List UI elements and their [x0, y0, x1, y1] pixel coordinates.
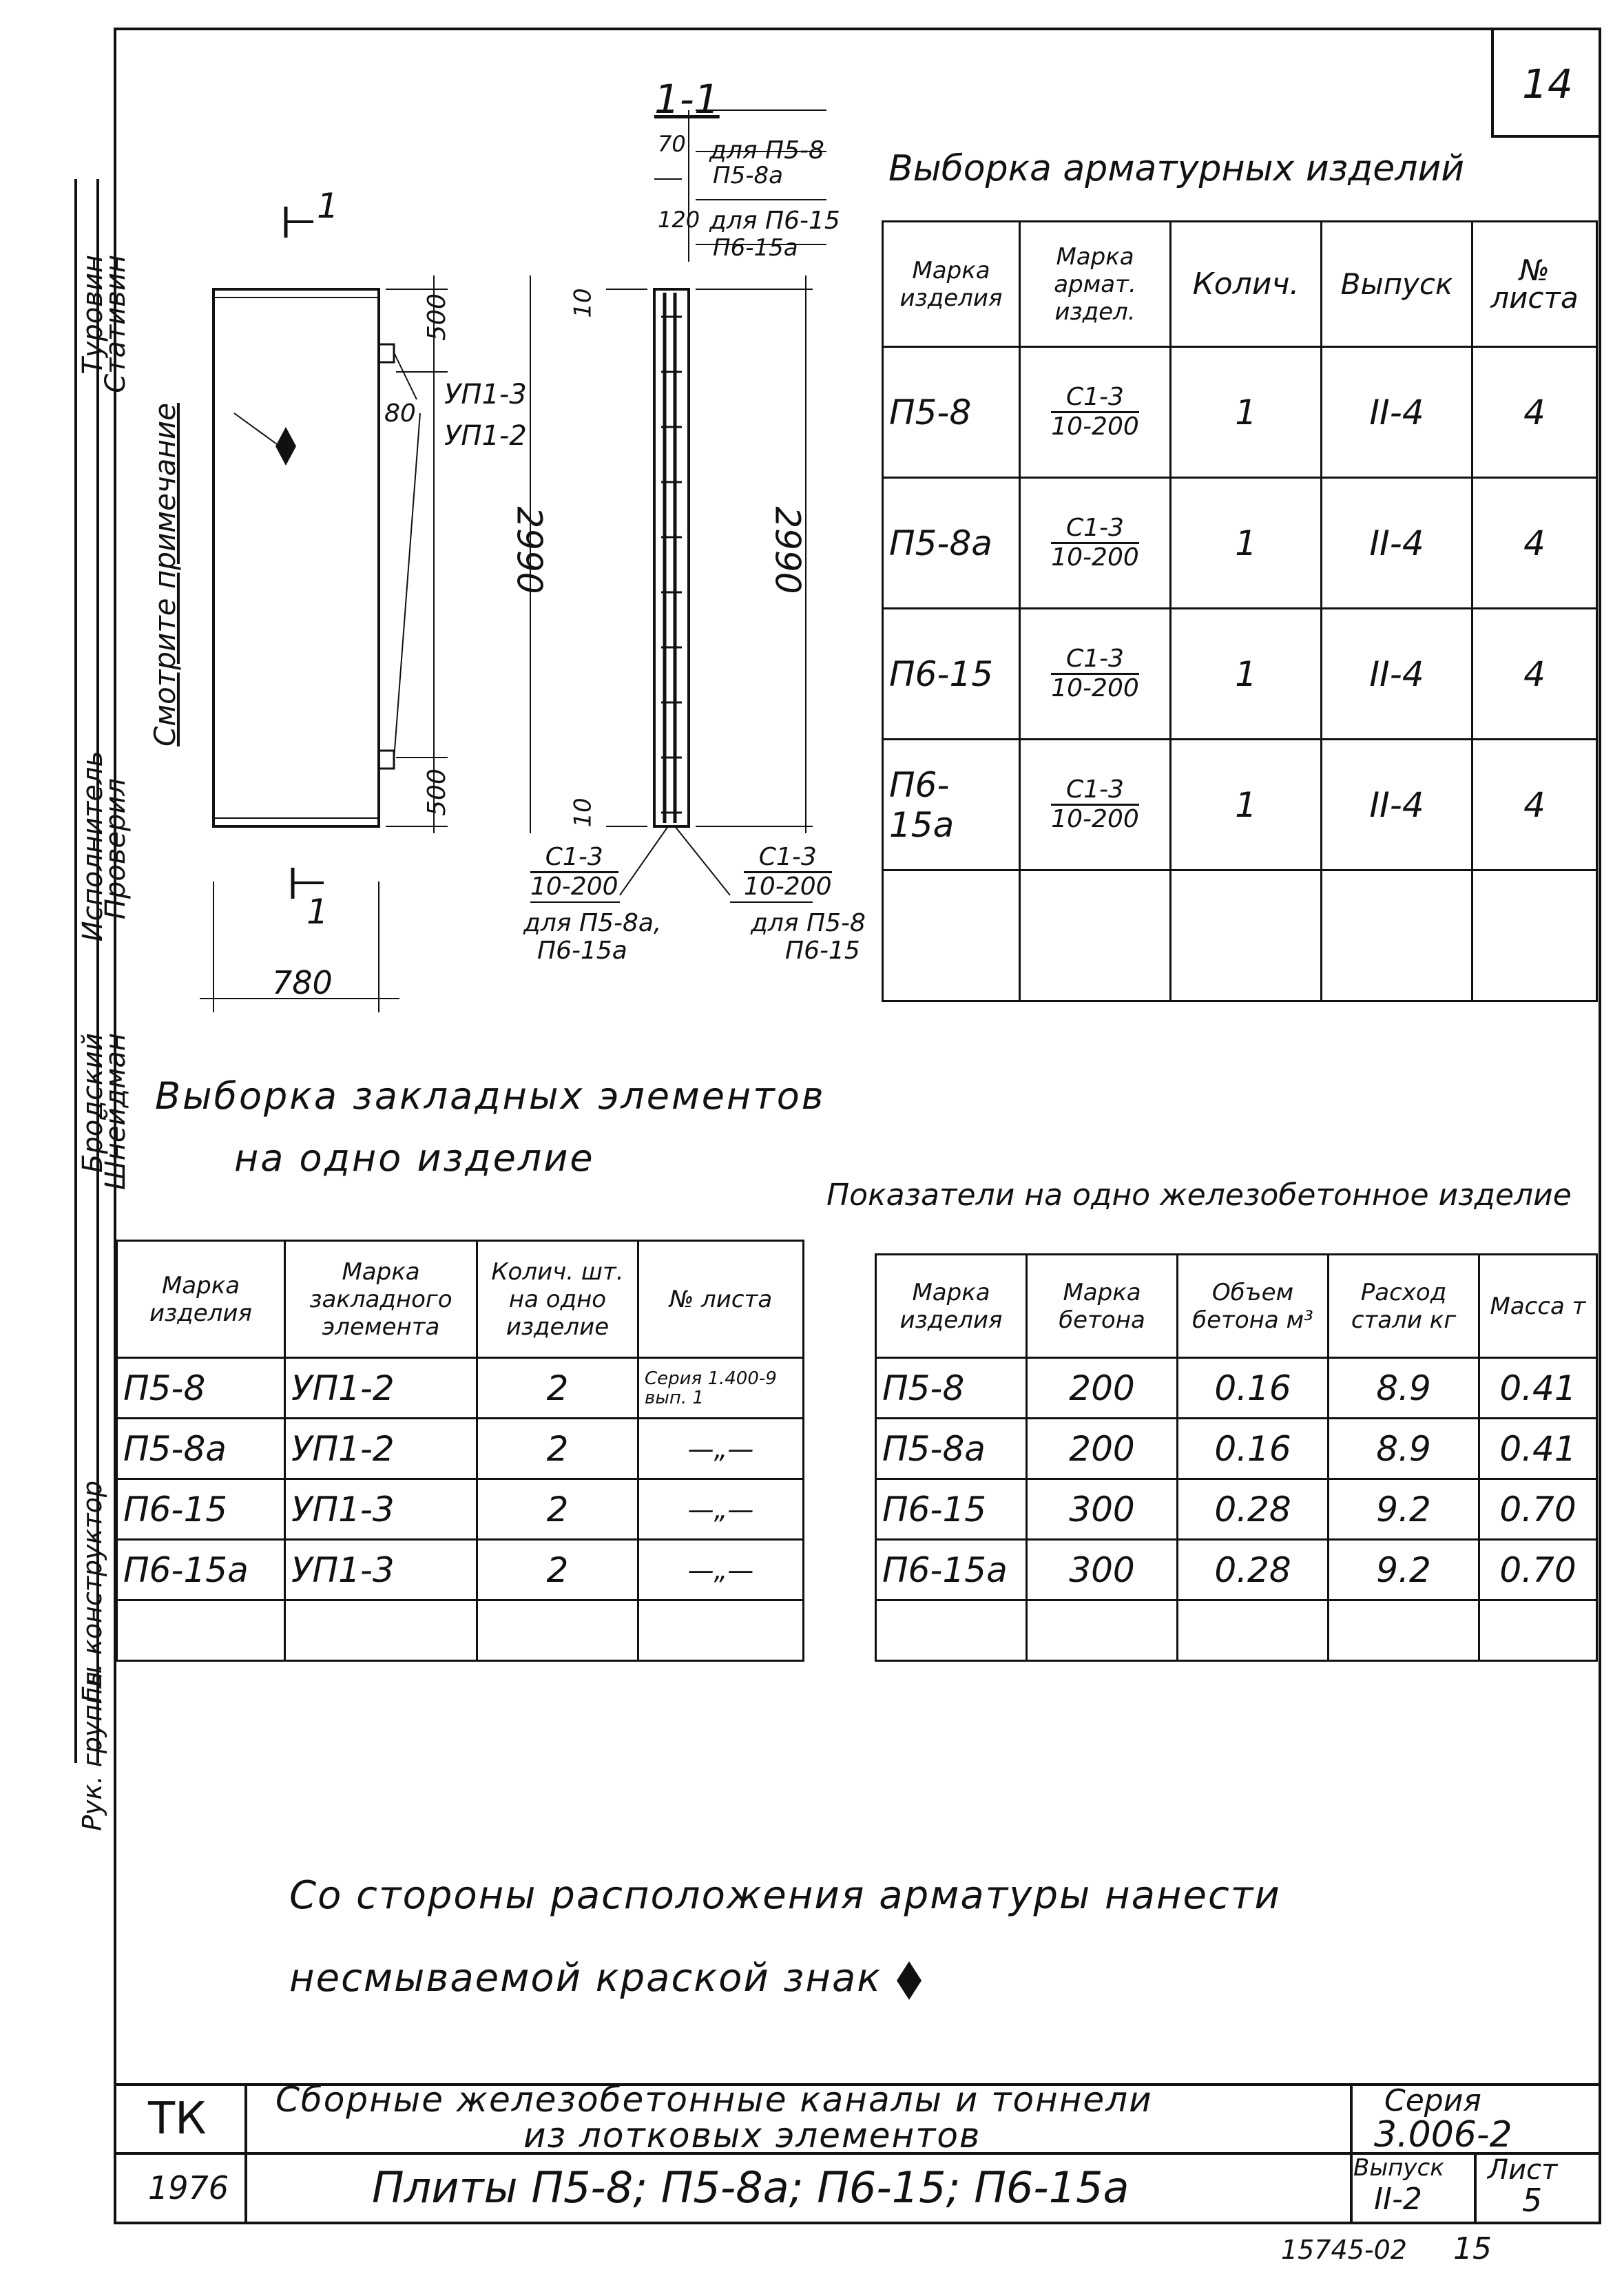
org-label: ТК: [148, 2094, 207, 2144]
diamond-marker: [275, 427, 296, 466]
table-row: [883, 609, 1597, 740]
dim-2990-left: 2990: [509, 506, 550, 594]
rebar-header-rebar: Марка армат. издел.: [1020, 222, 1171, 347]
ind-header-mark: Марка изделия: [876, 1255, 1027, 1358]
side-stamp-name-stativin: Стативин: [100, 255, 132, 393]
dim-10-bottom: 10: [569, 797, 597, 828]
side-stamp-role-executor: Исполнитель: [77, 751, 109, 942]
embed-cell-mark: П6-15а: [117, 1540, 285, 1600]
table-row-empty: [883, 870, 1597, 1001]
cut-mark-bottom: 1: [306, 892, 329, 932]
rebar-cell-sheet: 4: [1472, 478, 1597, 609]
plate-plan-outline: [214, 289, 379, 826]
label-p6-15a: П6-15а: [713, 234, 798, 262]
label-up1-2: УП1-2: [444, 420, 527, 452]
table-row: [117, 1540, 804, 1600]
ind-header-steel: Расход стали кг: [1329, 1255, 1479, 1358]
ind-cell-steel: 8.9: [1329, 1419, 1479, 1479]
rebar-cell-issue: II-4: [1322, 478, 1472, 609]
rebar-cell-mark: П5-8: [883, 347, 1020, 478]
embed-table-title-1: Выборка закладных элементов: [155, 1074, 826, 1118]
note-line-1: Со стороны расположения арматуры нанести: [289, 1873, 1281, 1918]
ind-cell-mark: П6-15а: [876, 1540, 1027, 1600]
dim-10-top: 10: [569, 288, 597, 318]
cut-mark-top: 1: [317, 186, 339, 226]
embed-header-elem: Марка закладного элемента: [285, 1241, 477, 1358]
embed-table: [116, 1240, 804, 1662]
ind-cell-mass: 0.70: [1479, 1540, 1597, 1600]
rebar-cell-qty: 1: [1171, 347, 1322, 478]
rebar-table: [882, 220, 1598, 1002]
c1-left-label: $\frac{С1-3}{10-200}$: [530, 843, 618, 901]
note-line-2: несмываемой краской знак: [289, 1956, 882, 2001]
c1-right-for: для П5-8: [751, 909, 866, 937]
embed-cell-sheet: —„—: [638, 1540, 804, 1600]
embed-cell-qty: 2: [477, 1540, 638, 1600]
rebar-cell-mark: П6-15: [883, 609, 1020, 740]
embed-cell-sheet: —„—: [638, 1419, 804, 1479]
embed-cell-qty: 2: [477, 1479, 638, 1540]
sheet-number: 14: [1522, 61, 1573, 107]
loop-bottom: [379, 751, 394, 769]
rebar-cell-mark: П5-8а: [883, 478, 1020, 609]
note-leader: [234, 413, 277, 444]
c1-left-for-2: П6-15а: [537, 937, 627, 965]
embed-cell-elem: УП1-2: [285, 1358, 477, 1419]
table-row: [117, 1358, 804, 1419]
side-stamp-role-group-lead: Рук. группы: [77, 1667, 107, 1831]
series-label: Серия: [1384, 2083, 1481, 2118]
ind-cell-volume: 0.16: [1178, 1358, 1329, 1419]
table-row: [117, 1419, 804, 1479]
title-line-2: из лотковых элементов: [523, 2116, 981, 2155]
ind-cell-steel: 8.9: [1329, 1358, 1479, 1419]
embed-cell-mark: П5-8а: [117, 1419, 285, 1479]
rebar-cell-issue: II-4: [1322, 609, 1472, 740]
rebar-cell-mark: П6-15а: [883, 740, 1020, 870]
embed-cell-sheet: —„—: [638, 1479, 804, 1540]
table-row: [883, 740, 1597, 870]
rebar-cell-sheet: 4: [1472, 609, 1597, 740]
title-block-col-2: [1350, 2083, 1353, 2224]
table-row: [883, 478, 1597, 609]
ind-cell-mark: П6-15: [876, 1479, 1027, 1540]
table-row: [117, 1479, 804, 1540]
embed-cell-qty: 2: [477, 1419, 638, 1479]
series-value: 3.006-2: [1374, 2114, 1512, 2155]
sheet-value: 5: [1522, 2182, 1543, 2219]
dim-70: 70: [658, 131, 686, 157]
rebar-cell-rebar: $\frac{С1-3}{10-200}$: [1020, 740, 1171, 870]
embed-cell-elem: УП1-3: [285, 1479, 477, 1540]
title-block-col-1: [244, 2083, 247, 2224]
ind-cell-mass: 0.70: [1479, 1479, 1597, 1540]
rebar-cell-issue: II-4: [1322, 347, 1472, 478]
indicators-table-title: Показатели на одно железобетонное изделие: [826, 1178, 1572, 1213]
dim-500-bottom: 500: [422, 769, 451, 816]
ind-cell-mass: 0.41: [1479, 1358, 1597, 1419]
note-line-2-wrap: [289, 1956, 923, 2001]
dim-120: 120: [658, 207, 700, 233]
loop-top: [379, 344, 394, 362]
embed-cell-mark: П5-8: [117, 1358, 285, 1419]
rebar-cell-qty: 1: [1171, 740, 1322, 870]
section-label: 1-1: [654, 76, 720, 123]
ind-header-volume: Объем бетона м³: [1178, 1255, 1329, 1358]
embed-cell-elem: УП1-2: [285, 1419, 477, 1479]
rebar-cell-rebar: $\frac{С1-3}{10-200}$: [1020, 478, 1171, 609]
ind-cell-volume: 0.28: [1178, 1540, 1329, 1600]
issue-label: Выпуск: [1353, 2154, 1444, 2182]
ind-cell-volume: 0.28: [1178, 1479, 1329, 1540]
ind-cell-steel: 9.2: [1329, 1479, 1479, 1540]
rebar-header-qty: Колич.: [1171, 222, 1322, 347]
side-stamp-role-chief: Гл. конструктор: [77, 1481, 107, 1703]
bottom-code: 15745-02: [1281, 2235, 1407, 2265]
sheet-number-box: [1491, 28, 1601, 138]
c1-right-for-2: П6-15: [785, 937, 860, 965]
rebar-cell-rebar: $\frac{С1-3}{10-200}$: [1020, 347, 1171, 478]
side-stamp-role-checked: Проверил: [100, 778, 132, 920]
rebar-table-title: Выборка арматурных изделий: [888, 148, 1465, 189]
table-row-empty: [876, 1600, 1597, 1661]
diamond-icon: [895, 1960, 923, 2001]
rebar-cell-qty: 1: [1171, 609, 1322, 740]
dim-2990-right: 2990: [767, 506, 808, 594]
table-row-empty: [117, 1600, 804, 1661]
ind-cell-concrete: 200: [1027, 1419, 1178, 1479]
issue-value: II-2: [1374, 2182, 1422, 2217]
table-row: [883, 347, 1597, 478]
c1-left-for: для П5-8а,: [523, 909, 662, 937]
dim-780: 780: [272, 964, 333, 1001]
embed-cell-mark: П6-15: [117, 1479, 285, 1540]
title-line-1: Сборные железобетонные каналы и тоннели: [275, 2080, 1153, 2120]
side-stamp-name-turovin: Туровин: [77, 255, 109, 375]
title-subtitle: Плиты П5-8; П5-8а; П6-15; П6-15а: [372, 2162, 1129, 2213]
label-for-p6-15: для П6-15: [709, 207, 840, 235]
label-up1-3: УП1-3: [444, 379, 527, 410]
ind-cell-concrete: 200: [1027, 1358, 1178, 1419]
table-row: [876, 1479, 1597, 1540]
embed-table-title-2: на одно изделие: [234, 1136, 595, 1180]
section-outline: [654, 289, 689, 826]
rebar-cell-qty: 1: [1171, 478, 1322, 609]
ind-cell-mass: 0.41: [1479, 1419, 1597, 1479]
sheet-label: Лист: [1488, 2154, 1558, 2186]
embed-header-qty: Колич. шт. на одно изделие: [477, 1241, 638, 1358]
ind-cell-mark: П5-8а: [876, 1419, 1027, 1479]
embed-cell-qty: 2: [477, 1358, 638, 1419]
c1-right-label: $\frac{С1-3}{10-200}$: [744, 843, 832, 901]
note-reference: Смотрите примечание: [147, 403, 182, 747]
ind-cell-concrete: 300: [1027, 1540, 1178, 1600]
label-p5-8a: П5-8а: [713, 162, 783, 189]
ind-cell-mark: П5-8: [876, 1358, 1027, 1419]
rebar-cell-sheet: 4: [1472, 740, 1597, 870]
side-stamp-name-shneidman: Шнейдман: [100, 1033, 132, 1191]
embed-header-mark: Марка изделия: [117, 1241, 285, 1358]
table-row: [876, 1540, 1597, 1600]
embed-cell-sheet: Серия 1.400-9 вып. 1: [638, 1358, 804, 1419]
rebar-cell-sheet: 4: [1472, 347, 1597, 478]
bottom-num: 15: [1453, 2231, 1492, 2266]
title-block-col-3: [1474, 2152, 1477, 2224]
side-stamp-name-brodsky: Бродский: [77, 1033, 109, 1173]
embed-cell-elem: УП1-3: [285, 1540, 477, 1600]
indicators-table: [875, 1253, 1598, 1662]
rebar-header-mark: Марка изделия: [883, 222, 1020, 347]
rebar-header-sheet: № листа: [1472, 222, 1597, 347]
ind-cell-concrete: 300: [1027, 1479, 1178, 1540]
rebar-cell-issue: II-4: [1322, 740, 1472, 870]
year-label: 1976: [148, 2169, 229, 2206]
label-for-p5-8: для П5-8: [709, 136, 824, 165]
rebar-header-issue: Выпуск: [1322, 222, 1472, 347]
ind-cell-volume: 0.16: [1178, 1419, 1329, 1479]
embed-header-sheet: № листа: [638, 1241, 804, 1358]
rebar-cell-rebar: $\frac{С1-3}{10-200}$: [1020, 609, 1171, 740]
table-row: [876, 1419, 1597, 1479]
table-row: [876, 1358, 1597, 1419]
ind-cell-steel: 9.2: [1329, 1540, 1479, 1600]
dim-500-top: 500: [422, 293, 451, 341]
ind-header-mass: Масса т: [1479, 1255, 1597, 1358]
ind-header-concrete: Марка бетона: [1027, 1255, 1178, 1358]
dim-80: 80: [384, 399, 416, 428]
